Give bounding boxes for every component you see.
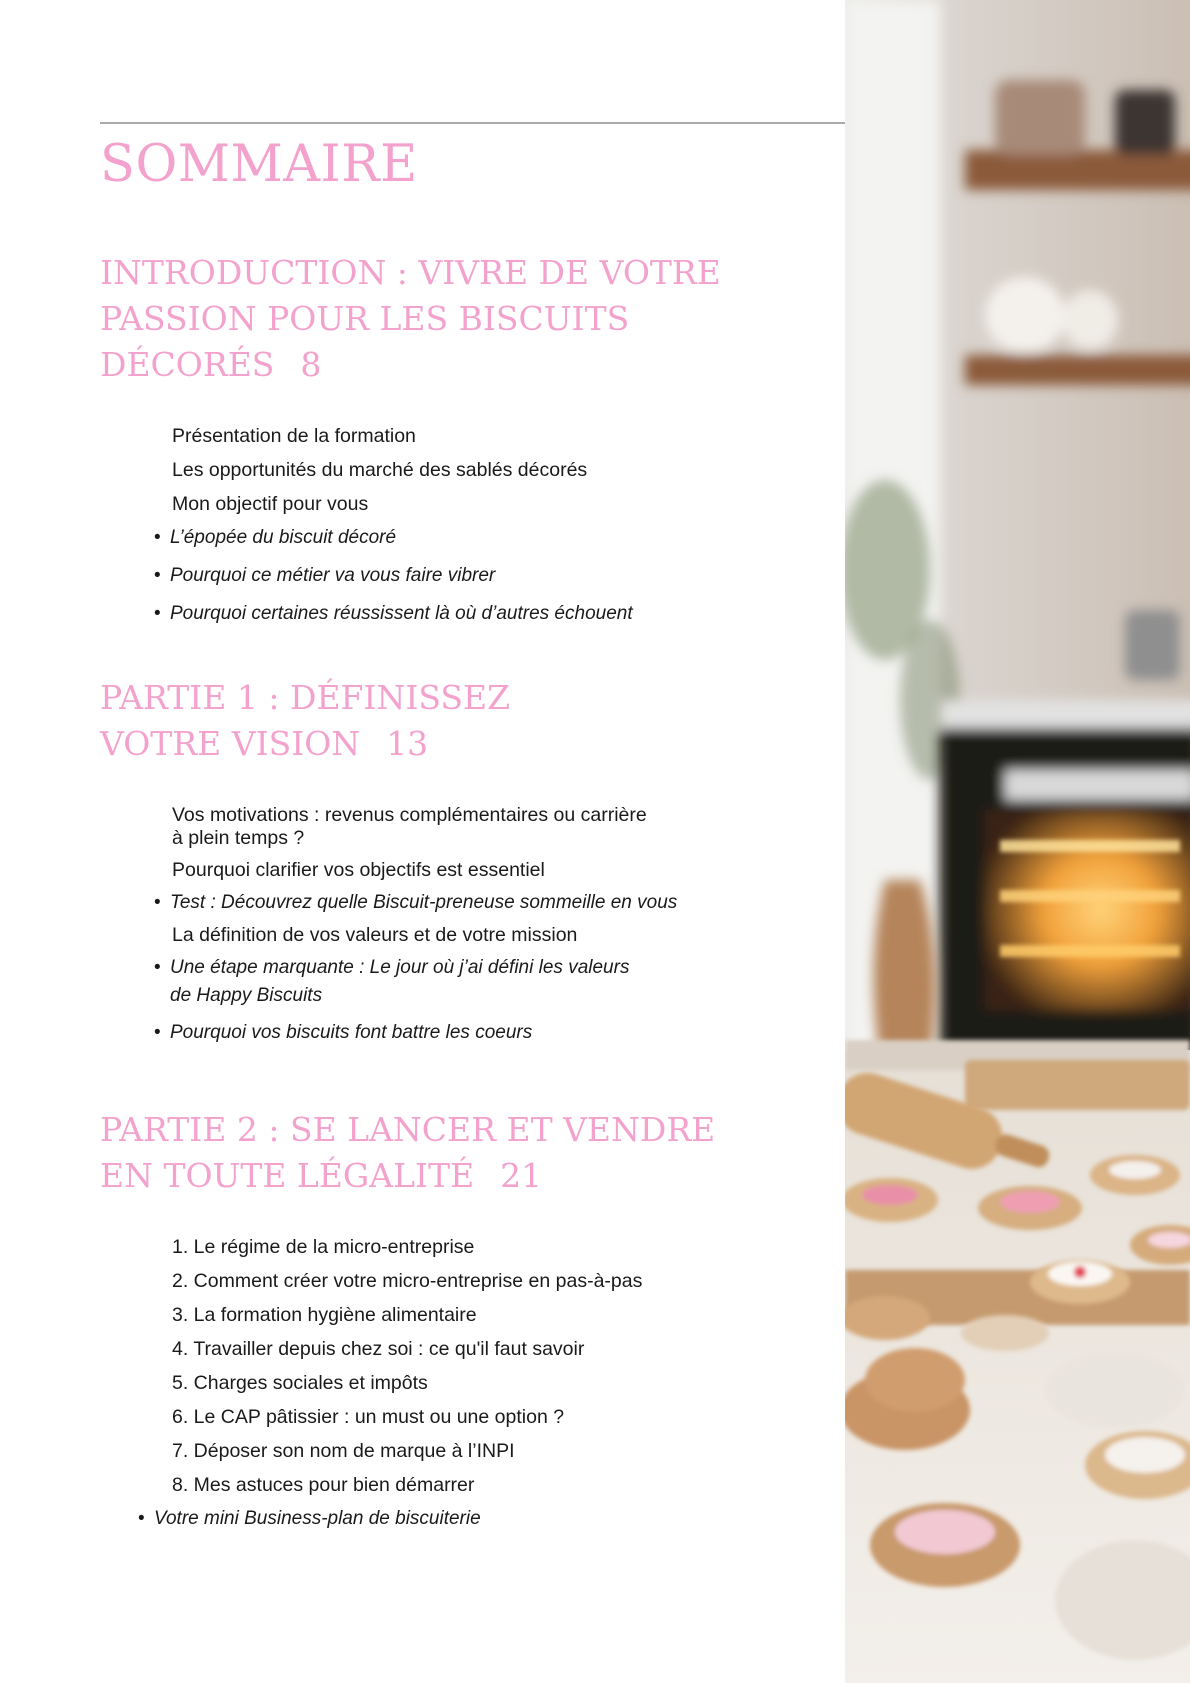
- section-title[interactable]: [0, 1107, 715, 1199]
- toc-item-line: Vos motivations : revenus complémentaires ou carrière: [172, 804, 647, 826]
- toc-item[interactable]: Présentation de la formation: [172, 425, 416, 447]
- toc-item-list: [0, 425, 721, 628]
- section-title-line: EN TOUTE LÉGALITÉ: [100, 1156, 475, 1195]
- section-title[interactable]: [0, 250, 721, 388]
- toc-item-list: [0, 1236, 715, 1533]
- section-page-number: 8: [300, 345, 322, 384]
- section-page-number: 21: [500, 1156, 543, 1195]
- toc-item[interactable]: Pourquoi clarifier vos objectifs est essentiel: [172, 859, 545, 881]
- section-title-line: PARTIE 2 : SE LANCER ET VENDRE: [100, 1110, 716, 1149]
- toc-item[interactable]: 7. Déposer son nom de marque à l’INPI: [172, 1440, 515, 1462]
- toc-item[interactable]: 8. Mes astuces pour bien démarrer: [172, 1474, 475, 1496]
- toc-item[interactable]: • Pourquoi ce métier va vous faire vibrer: [0, 562, 721, 590]
- toc-item[interactable]: • L’épopée du biscuit décoré: [0, 524, 721, 552]
- toc-section-partie-1: [0, 675, 677, 1047]
- toc-item[interactable]: • Test : Découvrez quelle Biscuit-preneuse sommeille en vous: [0, 889, 677, 917]
- section-title[interactable]: [0, 675, 677, 767]
- section-title-line: VOTRE VISION: [100, 724, 361, 763]
- toc-item-line: à plein temps ?: [172, 827, 305, 849]
- toc-item-line: Une étape marquante : Le jour où j’ai défini les valeurs: [170, 957, 630, 978]
- toc-item[interactable]: [0, 804, 677, 850]
- toc-item[interactable]: Les opportunités du marché des sablés décorés: [172, 459, 588, 481]
- toc-section-introduction: [0, 250, 721, 628]
- toc-item[interactable]: • Pourquoi certaines réussissent là où d’autres échouent: [0, 600, 721, 628]
- section-title-line: INTRODUCTION : VIVRE DE VOTRE: [100, 253, 721, 292]
- section-page-number: 13: [386, 724, 429, 763]
- toc-item[interactable]: 4. Travailler depuis chez soi : ce qu'il faut savoir: [172, 1338, 585, 1360]
- section-title-line: PASSION POUR LES BISCUITS: [100, 299, 630, 338]
- toc-item[interactable]: 1. Le régime de la micro-entreprise: [172, 1236, 475, 1258]
- toc-item[interactable]: [0, 954, 677, 1010]
- page-title: SOMMAIRE: [100, 135, 418, 194]
- toc-section-partie-2: [0, 1107, 715, 1533]
- toc-item[interactable]: 3. La formation hygiène alimentaire: [172, 1304, 477, 1326]
- toc-item-list: [0, 804, 677, 1047]
- toc-item[interactable]: • Pourquoi vos biscuits font battre les coeurs: [0, 1019, 677, 1047]
- section-title-line: PARTIE 1 : DÉFINISSEZ: [100, 678, 511, 717]
- toc-item[interactable]: La définition de vos valeurs et de votre mission: [172, 924, 578, 946]
- toc-item[interactable]: 2. Comment créer votre micro-entreprise en pas-à-pas: [172, 1270, 643, 1292]
- toc-item[interactable]: 6. Le CAP pâtissier : un must ou une option ?: [172, 1406, 565, 1428]
- toc-item[interactable]: • Votre mini Business-plan de biscuiterie: [0, 1505, 715, 1533]
- toc-item-line: de Happy Biscuits: [170, 985, 323, 1006]
- toc-item[interactable]: Mon objectif pour vous: [172, 493, 369, 515]
- kitchen-scene-illustration: [845, 0, 1190, 1683]
- kitchen-biscuits-photo: [845, 0, 1190, 1683]
- header-rule: [100, 122, 845, 124]
- section-title-line: DÉCORÉS: [100, 345, 275, 384]
- toc-item[interactable]: 5. Charges sociales et impôts: [172, 1372, 428, 1394]
